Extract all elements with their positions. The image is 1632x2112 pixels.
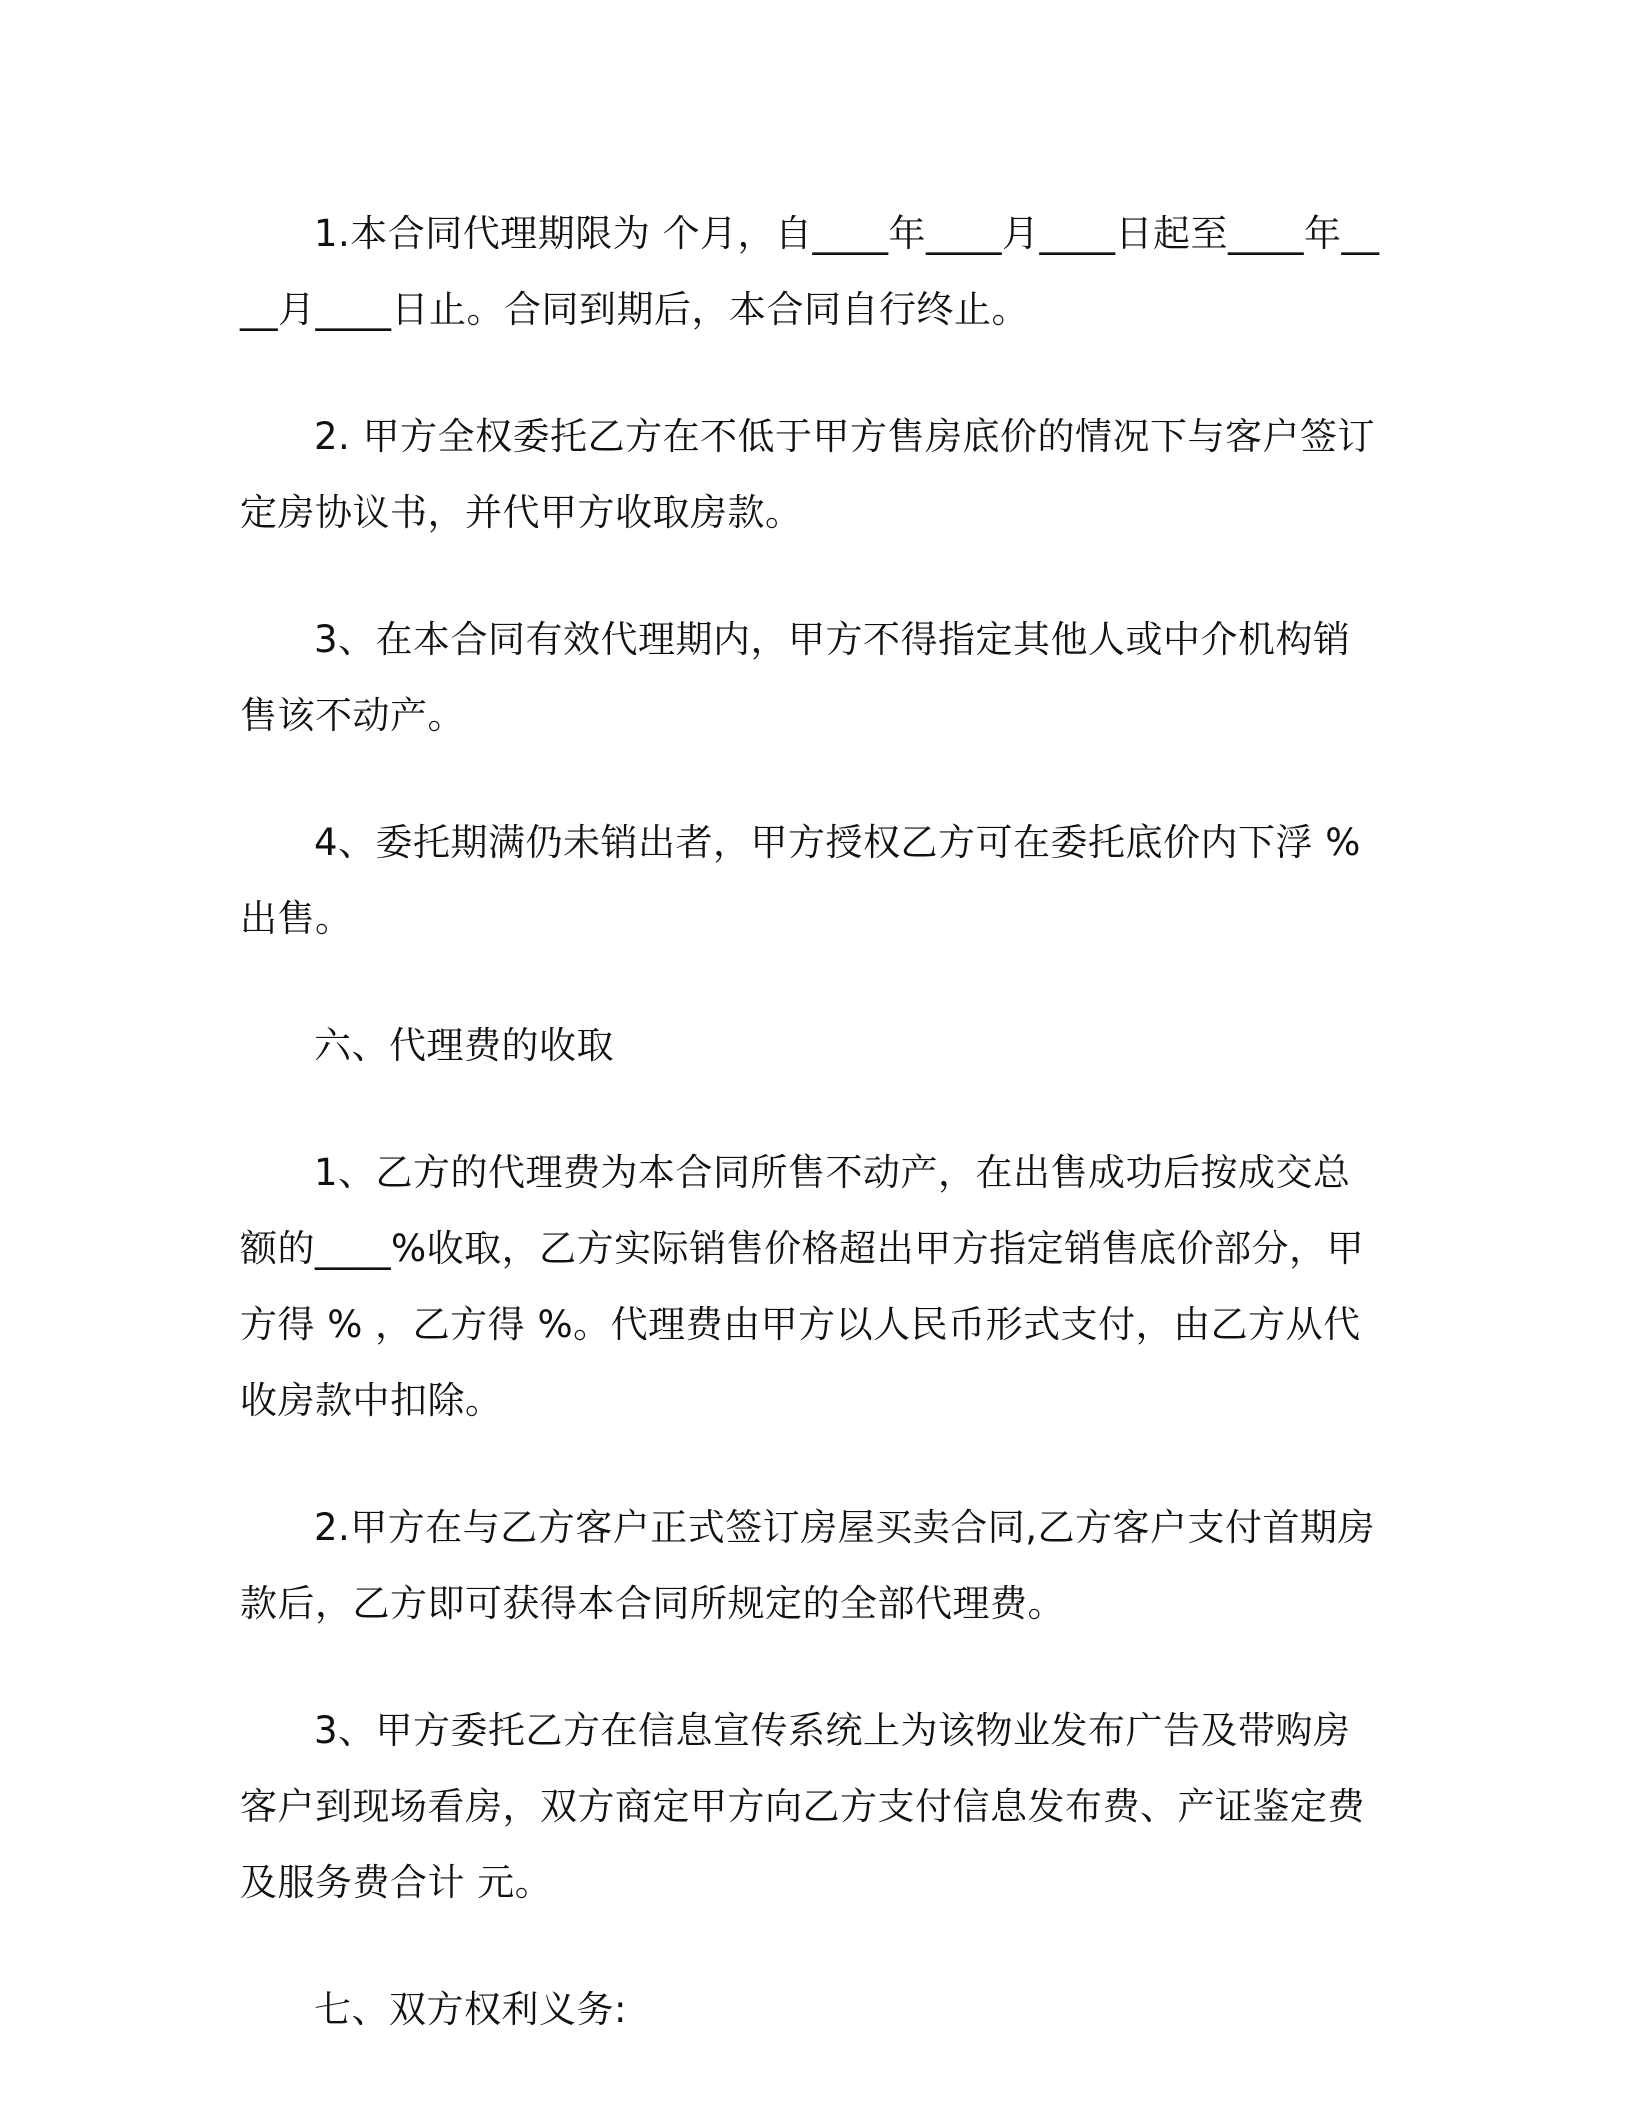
section-six-heading: 六、代理费的收取 — [314, 1024, 614, 1067]
section-seven-heading: 七、双方权利义务: — [314, 1988, 627, 2031]
clause-4-price-float: 4、委托期满仍未销出者，甲方授权乙方可在委托底价内下浮 % 出售。 — [240, 821, 1361, 940]
fee-clause-1: 1、乙方的代理费为本合同所售不动产，在出售成功后按成交总额的____%收取，乙方实际销售价格超出甲方指定销售底价部分，甲方得 % ，乙方得 %。代理费由甲方以人民币形式支付，由乙方从代收房款中扣除。 — [240, 1151, 1365, 1422]
fee-clause-2: 2.甲方在与乙方客户正式签订房屋买卖合同,乙方客户支付首期房款后，乙方即可获得本合同所规定的全部代理费。 — [240, 1506, 1376, 1625]
fee-clause-3: 3、甲方委托乙方在信息宣传系统上为该物业发布广告及带购房客户到现场看房，双方商定甲方向乙方支付信息发布费、产证鉴定费及服务费合计 元。 — [240, 1709, 1365, 1904]
clause-3-exclusivity: 3、在本合同有效代理期内，甲方不得指定其他人或中介机构销售该不动产。 — [240, 618, 1351, 737]
document-body — [240, 196, 1380, 2099]
clause-1-term: 1.本合同代理期限为 个月，自____年____月____日起至____年____月____日止。合同到期后，本合同自行终止。 — [240, 212, 1380, 331]
clause-2-authorization: 2. 甲方全权委托乙方在不低于甲方售房底价的情况下与客户签订定房协议书，并代甲方收取房款。 — [240, 415, 1376, 534]
